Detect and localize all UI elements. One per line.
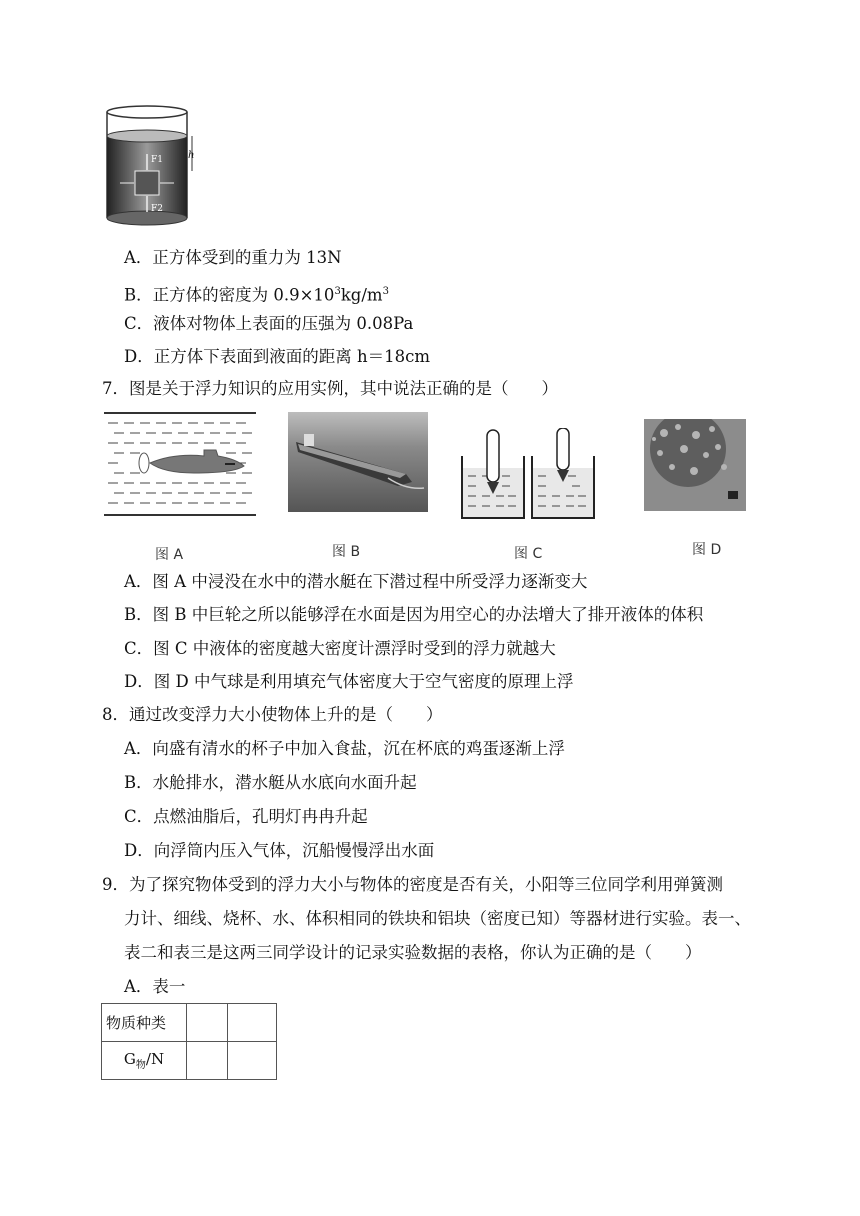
figure-b-ship: [288, 412, 428, 512]
f2-label: F2: [151, 204, 163, 214]
table-header-material: 物质种类: [102, 1004, 187, 1042]
q8-option-b: B．水舱排水，潜水艇从水底向水面升起: [124, 773, 417, 792]
table-cell: [228, 1042, 277, 1080]
table-row: [102, 1004, 277, 1042]
q8-option-d: D．向浮筒内压入气体，沉船慢慢浮出水面: [124, 841, 435, 860]
q6-option-a: A．正方体受到的重力为 13N: [124, 248, 342, 267]
caption-figure-b: 图 B: [332, 544, 361, 560]
q8-option-c: C．点燃油脂后，孔明灯冉冉升起: [124, 807, 368, 826]
q9-option-a: A．表一: [124, 977, 186, 996]
caption-figure-a: 图 A: [155, 547, 184, 563]
q9-stem-line-2: 力计、细线、烧杯、水、体积相同的铁块和铝块（密度已知）等器材进行实验。表一、: [124, 909, 751, 928]
caption-figure-c: 图 C: [514, 546, 543, 562]
table-row: [102, 1042, 277, 1080]
q7-stem: 7．图是关于浮力知识的应用实例，其中说法正确的是（ ）: [102, 379, 558, 398]
q9-stem-line-3: 表二和表三是这两三同学设计的记录实验数据的表格，你认为正确的是（ ）: [124, 943, 702, 962]
q8-stem: 8．通过改变浮力大小使物体上升的是（ ）: [102, 705, 443, 724]
figure-a-submarine: [104, 411, 256, 517]
q6-option-c: C．液体对物体上表面的压强为 0.08Pa: [124, 314, 414, 333]
table-header-weight: $G_物/N$: [102, 1042, 187, 1080]
q6-option-b: B．正方体的密度为 $0.9\times 10^3kg/m^3$: [124, 285, 389, 305]
data-table-1: [101, 1003, 277, 1080]
q9-stem-line-1: 9．为了探究物体受到的浮力大小与物体的密度是否有关，小阳等三位同学利用弹簧测: [102, 875, 723, 894]
table-cell: [228, 1004, 277, 1042]
q8-option-a: A．向盛有清水的杯子中加入食盐，沉在杯底的鸡蛋逐渐上浮: [124, 739, 565, 758]
q7-option-b: B．图 B 中巨轮之所以能够浮在水面是因为用空心的办法增大了排开液体的体积: [124, 605, 704, 624]
q7-option-c: C．图 C 中液体的密度越大密度计漂浮时受到的浮力就越大: [124, 639, 556, 658]
figure-c-hydrometer: [458, 428, 600, 520]
f1-label: F1: [151, 155, 163, 165]
q7-option-d: D．图 D 中气球是利用填充气体密度大于空气密度的原理上浮: [124, 672, 574, 691]
caption-figure-d: 图 D: [692, 542, 722, 558]
figure-d-balloon: [644, 419, 746, 511]
table-cell: [187, 1004, 228, 1042]
q7-option-a: A．图 A 中浸没在水中的潜水艇在下潜过程中所受浮力逐渐变大: [124, 572, 588, 591]
h-label: h: [188, 150, 195, 161]
beaker-figure: [100, 104, 200, 230]
table-cell: [187, 1042, 228, 1080]
q6-option-d: D．正方体下表面到液面的距离 h＝18cm: [124, 347, 430, 366]
